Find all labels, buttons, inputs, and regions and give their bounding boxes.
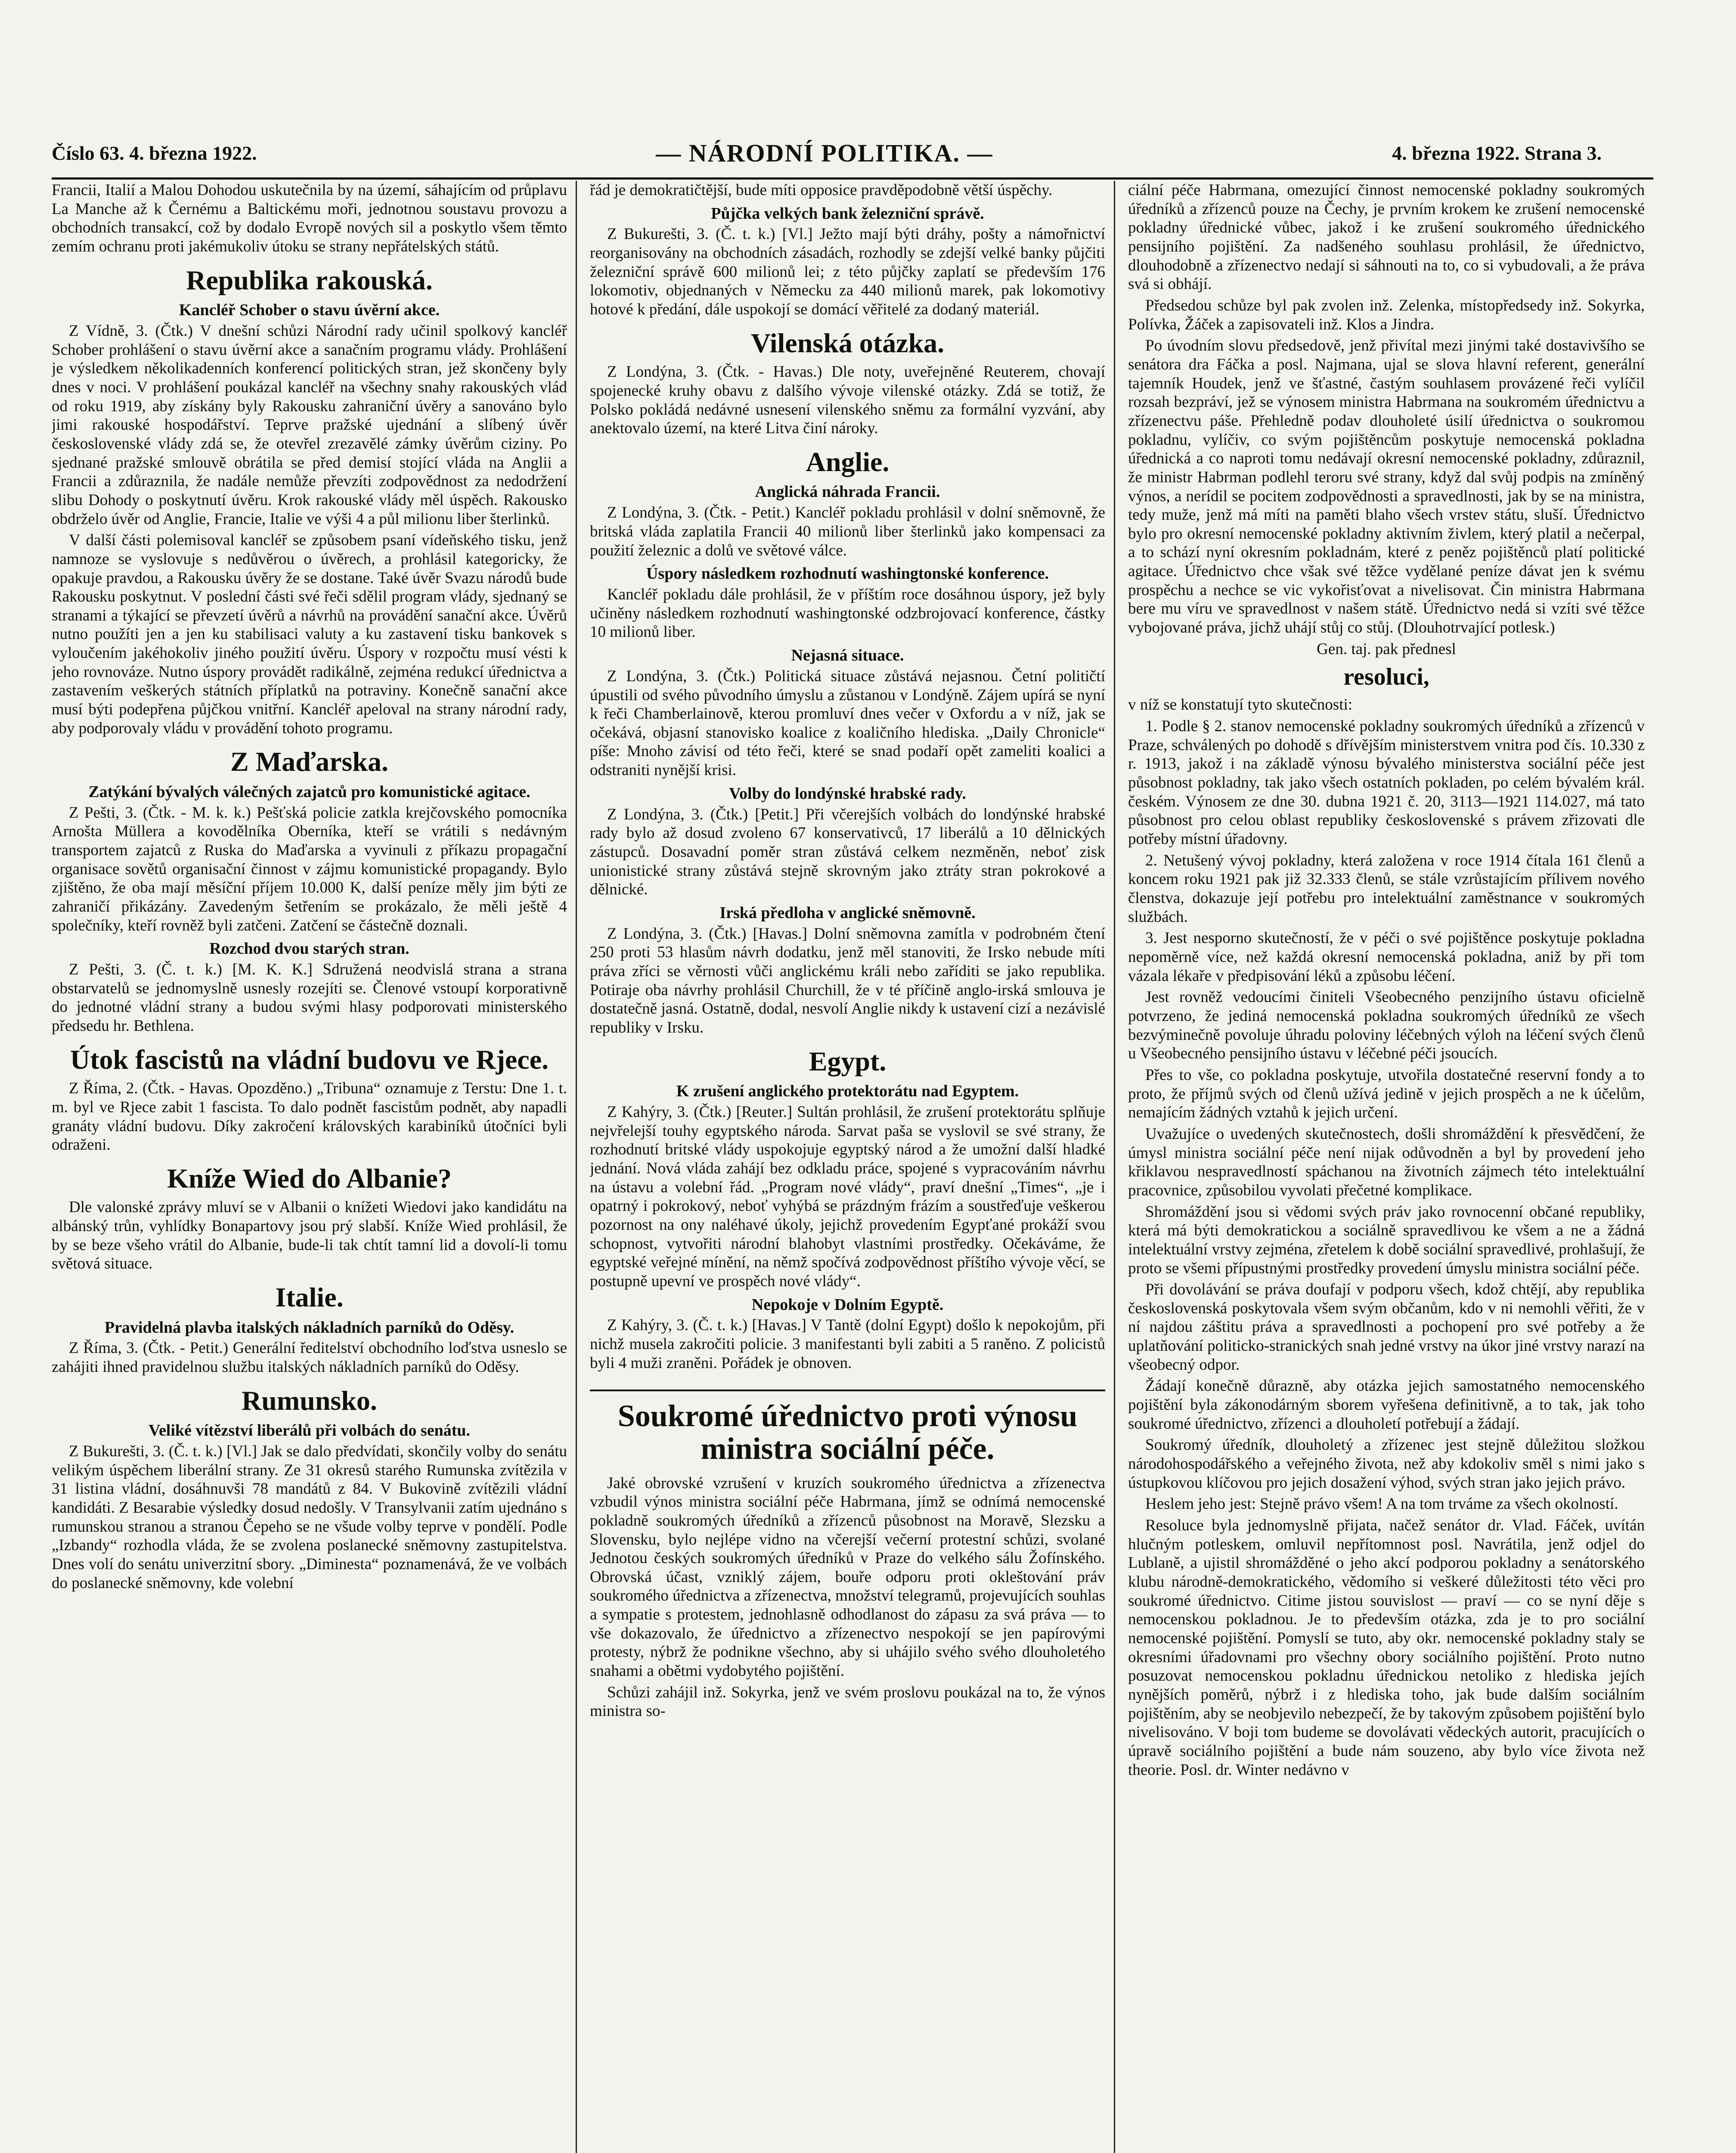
section-heading: Kníže Wied do Albanie?: [167, 1163, 452, 1194]
article-text: Dle valonské zprávy mluví se v Albanii o knížeti Wiedovi jako kandidátu na albánský trůn, vyhlídky Bonapartovy jsou prý slabší. Kníže Wied prohlásil, že by se beze všeho vrátil do Albanie, bude-li tak chtít tamní lid a dovolí-li tomu světová situace.: [52, 1198, 567, 1273]
masthead-title: — NÁRODNÍ POLITIKA. —: [656, 139, 993, 167]
section-heading: Rumunsko.: [242, 1385, 377, 1416]
resolution-heading: resoluci,: [1343, 664, 1429, 691]
page-number-right: 4. března 1922. Strana 3.: [1392, 142, 1602, 164]
article-text: Z Londýna, 3. (Čtk.) Politická situace zůstává nejasnou. Četní političtí úpustili od svého původního úmyslu a zůstanou v Londýně. Zájem upírá se nyní k řeči Chamberlainově, kterou promluví dnes večer v Oxfordu a v níž, jak se očekává, objasní stanovisko koalice z koaličního hlediska. „Daily Chronicle“ píše: Mnoho závisí od této řeči, které se snad podaří opět zameliti koalici a odstraniti nynější krisi.: [590, 667, 1105, 779]
article-text: 2. Netušený vývoj pokladny, která založena v roce 1914 čítala 161 členů a koncem roku 1921 pak již 32.333 členů, se stále vzrůstajícím přílivem nového členstva, dokazuje její potřebu pro intelektuální zaměstnance v soukromých službách.: [1128, 851, 1645, 926]
article-text: Z Bukurešti, 3. (Č. t. k.) [Vl.] Ježto mají býti dráhy, pošty a námořnictví reorganisovány na obchodních zásadách, rozhodly se zdejší velké banky půjčiti železniční správě 600 milionů lei; z této půjčky zaplatí se především 176 lokomotiv, objednaných v Německu za 440 milionů marek, pak lokomotivy hotové k předání, dále uspokojí se domácí věřitelé za dodaný materiál.: [590, 225, 1105, 319]
section-heading: Republika rakouská.: [186, 264, 433, 295]
article-heading: Zatýkání bývalých válečných zajatců pro komunistické agitace.: [88, 782, 530, 801]
section-heading: Vilenská otázka.: [750, 327, 945, 358]
article-text: Francii, Italií a Malou Dohodou uskutečnila by na území, sáhajícím od průplavu La Manche až k Černému a Baltickému moři, jednotnou soustavu provozu a obchodních transakcí, což by dodalo Evropě nových sil a poskytlo všem těmto zemím ochranu proti jakémukoliv útoku se strany nepřátelských států.: [52, 181, 567, 255]
article-text: V další části polemisoval kancléř se způsobem psaní vídeňského tisku, jenž namnoze se vyslovuje s nedůvěrou o úvěrech, a prohlásil kategoricky, že opakuje pravdou, a Rakousku úvěry že se dostane. Také úvěr Svazu národů bude Rakousku poskytnut. V poslední části své řeči sdělil program vlády, sjednaný se stranami a týkající se převzetí úvěrů a návrhů na provádění sanační akce. Úvěrů nutno použíti jen a jen ku stabilisaci valuty a ku zastavení tisku bankovek s vyloučením jakéhokoliv jiného použití úvěru. Úspory v rozpočtu musí vésti k jeho rovnováze. Nutno úspory provádět radikálně, zejména redukcí úřednictva a zastavením veškerých státních příplatků na potraviny. Konečně sanační akce musí býti podepřena půjčkou vnitřní. Kancléř apeloval na strany národní rady, aby podporovaly vládu v provádění tohoto programu.: [52, 531, 567, 737]
section-heading: Z Maďarska.: [230, 746, 388, 777]
article-heading: Irská předloha v anglické sněmovně.: [719, 903, 976, 922]
article-text: Schůzi zahájil inž. Sokyrka, jenž ve svém proslovu poukázal na to, že výnos ministra so-: [590, 1683, 1105, 1720]
article-text: Z Londýna, 3. (Čtk.) [Havas.] Dolní sněmovna zamítla v podrobném čtení 250 proti 53 hlasům návrh dodatku, jenž měl stanoviti, že Irsko nebude míti práva zříci se věrnosti vůči anglickému králi nebo zaříditi se jako republika. Potiraje oba návrhy prohlásil Churchill, že v té příčině anglo-irská smlouva je dostatečně jasná. Ostatně, dodal, nesvolí Anglie nikdy k ustavení cizí a nezávislé republiky v Irsku.: [590, 924, 1105, 1036]
article-text: Jest rovněž vedoucími činiteli Všeobecného penzijního ústavu oficielně potvrzeno, že jediná nemocenská pokladna soukromých úředníků ze všech bezvýminečně povoluje úhradu poloviny léčebných výloh na léčení svých členů u Všeobecného pensijního ústavu v léčebné péči jsoucích.: [1128, 988, 1645, 1063]
article-text: Z Londýna, 3. (Čtk.) [Petit.] Při včerejších volbách do londýnské hrabské rady bylo až dosud zvoleno 67 konservativců, 17 liberálů a 10 dělnických zástupců. Dosavadní poměr stran zůstává celkem nezměněn, neboť zisk unionistické strany zůstává stejně skrovným jako ztráty stran pokrokové a dělnické.: [590, 805, 1105, 899]
article-text: Resoluce byla jednomyslně přijata, načež senátor dr. Vlad. Fáček, uvítán hlučným potleskem, omluvil nepřítomnost posl. Navrátila, jenž odjel do Lublaně, a ujistil shromážděné o jeho akcí podporou pokladny a senátorského klubu národně-demokratického, vědomího si veškeré důležitosti této věci pro soukromé úřednictvo. Citime jistou souvislost — praví — co se nyní děje s nemocenskou pokladnou. Je to především otázka, zda je to pro sociální nemocenské pojištění. Pomyslí se tuto, aby okr. nemocenské pokladny staly se okresními úřadovnami pro všechny obory sociálního pojištění. Proto nutno posuzovat nemocenskou pokladnu úřednickou netoliko z hlediska jejích nynějších poměrů, nýbrž i z hlediska toho, jak bude dalším sociálním pojištěním, aby se neobjevilo nebezpečí, že by takovým způsobem pojištění bylo nivelisováno. V boji tom budeme se dovolávati vědeckých autorit, pracujících o úpravě sociálního pojištění a bude nám souzeno, aby bylo více života než theorie. Posl. dr. Winter nedávno v: [1128, 1517, 1645, 1779]
article-text: Z Říma, 2. (Čtk. - Havas. Opozděno.) „Tribuna“ oznamuje z Terstu: Dne 1. t. m. byl ve Rjece zabit 1 fascista. To dalo podnět fascistům podnět, aby napadli granáty vládní budovu. Díky zakročení královských karabiníků útočníci byli odraženi.: [52, 1080, 567, 1154]
article-text: Z Kahýry, 3. (Č. t. k.) [Havas.] V Tantě (dolní Egypt) došlo k nepokojům, při nichž musela zakročiti policie. 3 manifestanti byli zabiti a 5 raněno. Z policistů byli 4 muži zraněni. Pořádek je obnoven.: [590, 1316, 1105, 1372]
column-2: [590, 181, 1115, 2153]
article-heading: Rozchod dvou starých stran.: [209, 940, 409, 958]
header-rule: [52, 177, 1653, 180]
column-1: [52, 181, 577, 2153]
page-header: [52, 129, 1602, 177]
article-text: Kancléř pokladu dále prohlásil, že v příštím roce dosáhnou úspory, jež byly učiněny následkem rozhodnutí washingtonské odzbrojovací konference, částky 10 milionů liber.: [590, 586, 1105, 641]
section-heading: Útok fascistů na vládní budovu ve Rjece.: [70, 1044, 549, 1075]
article-text: Při dovolávání se práva doufají v podporu všech, kdož chtějí, aby republika československá poskytovala všem svým občanům, kdo v ni nemohli věřiti, že v ní najdou záštitu práva a spravedlnosti a pochopení pro své potřeby a že uplatňování politicko-stranických snah jedné vrstvy na úkor jiné vrstvy narazí na všeobecný odpor.: [1128, 1281, 1645, 1374]
section-heading: Anglie.: [806, 446, 890, 477]
article-heading: Nejasná situace.: [791, 646, 904, 665]
article-heading: Kancléř Schober o stavu úvěrní akce.: [179, 301, 440, 320]
section-heading: Egypt.: [809, 1045, 887, 1076]
article-text: Jaké obrovské vzrušení v kruzích soukromého úřednictva a zřízenectva vzbudil výnos ministra sociální péče Habrmana, jímž se odnímá nemocenské pokladně soukromých úředníků a zřízenců působnost na Moravě, Slezsku a Slovensku, bylo nejlépe vidno na včerejší večerní protestní schůzi, svolané Jednotou českých soukromých úředníků v Praze do velkého sálu Žofínského. Obrovská účast, vzniklý zájem, bouře odporu proti okleštování práv soukromého úřednictva a zřízenectva, množství telegramů, projevujících souhlas a sympatie s protestem, jednohlasně odhodlanost do zápasu za svá práva — to vše dokazovalo, že úřednictvo a zřízenectvo nespokojí se jen papírovými protesty, nýbrž že podnikne všechno, aby si uhájilo svého svého dlouholetého snahami a obětmi vydobytého pojištění.: [590, 1474, 1105, 1680]
article-text: Předsedou schůze byl pak zvolen inž. Zelenka, místopředsedy inž. Sokyrka, Polívka, Žáček a zapisovateli inž. Klos a Jindra.: [1128, 296, 1645, 333]
article-text: Z Bukurešti, 3. (Č. t. k.) [Vl.] Jak se dalo předvídati, skončily volby do senátu velikým úspěchem liberální strany. Ze 31 okresů starého Rumunska zvítězila v 31 listina vládní, dosáhnuvši 78 mandátů z 84. V Bukovině zvítězili vládní kandidáti. Z Besarabie výsledky dosud nedošly. V Transylvanii zatím ujednáno s rumunskou stranou a stranou Čepeho se ne všude volby teprve v pondělí. Podle „Izbandy“ rozhodla vláda, že se zvolena poslanecké sněmovny zastupitelstva. Dnes volí do senátu univerzitní sbory. „Diminesta“ poznamenává, že ve volbách do poslanecké sněmovny, kde volební: [52, 1443, 567, 1592]
article-text: řád je demokratičtější, bude míti opposice pravděpodobně větší úspěchy.: [590, 181, 1053, 199]
article-text: Z Kahýry, 3. (Čtk.) [Reuter.] Sultán prohlásil, že zrušení protektorátu splňuje nejvřelejší touhy egyptského národa. Sarvat paša se vyslovil se své strany, že rozhodnutí britské vlády uspokojuje egyptský národ a že umožní další hladké jednání. Nová vláda zahájí bez odkladu práce, spojené s vypracováním návrhu na ústavu a volební řád. „Program nové vlády“, praví dnešní „Times“, „je i opatrný i pokrokový, neboť vyhýbá se prázdným frázím a soustřeďuje veškerou pozornost na ony naléhavé úkoly, jejichž provedením Egypťané prokáží svou schopnost, vytvořiti národní blahobyt vlastními prostředky. Očekáváme, že egyptské veřejné mínění, na němž spočívá zodpovědnost příštího vývoje věcí, se postupně upevní ve prospěch nové vlády“.: [590, 1103, 1105, 1290]
article-heading: Veliké vítězství liberálů při volbách do senátu.: [148, 1421, 470, 1440]
article-text: 3. Jest nesporno skutečností, že v péči o své pojištěnce poskytuje pokladna nepoměrně více, než každá okresní nemocenská pokladna, aniž by při tom vázala lékaře v předpisování léků a způsobu léčení.: [1128, 929, 1645, 985]
article-text: Z Pešti, 3. (Č. t. k.) [M. K. K.] Sdružená neodvislá strana a strana obstarvatelů se jednomyslně usnesly rozejíti se. Členové vstoupí korporativně do jednotné vládní strany a budou svými hlasy podporovati ministerského předsedu hr. Bethlena.: [52, 961, 567, 1035]
article-heading: K zrušení anglického protektorátu nad Egyptem.: [676, 1082, 1019, 1101]
issue-date-left: Číslo 63. 4. března 1922.: [52, 142, 257, 164]
article-text: Po úvodním slovu předsedově, jenž přivítal mezi jinými také dostavivšího se senátora dra Fáčka a posl. Najmana, ujal se slova hlavní referent, generální tajemník Houdek, jenž ve šťastné, častým souhlasem provázené řeči vylíčil rozsah bezpráví, jež se výnosem ministra Habrmana na soukromém úřednictvu a zřízenectvu páše. Přehledně podav dlouholeté úsilí úřednictva o soukromou pokladnu, vylíčiv, co svým pojištěncům poskytuje nemocenská pokladna úřednická a co naproti tomu nedávají okresní nemocenské pokladny, zdůraznil, že ministr Habrman podlehl teroru své strany, když dal svůj podpis na zmíněný výnos, a nerídil se pocitem zodpovědnosti a spravedlnosti, jak by se na ministra, tedy muže, jenž má míti na paměti blaho všech vrstev státu, sluší. Úřednictvo bylo pro okresní nemocenské pokladny aktivním živlem, který platil a nečerpal, a to schází nyní okresním pokladnám, které z peněz pojištěnců platí politické agitace. Úřednictvo chce však své těžce vydělané peníze dávat jen k svému prospěchu a nechce se vic vykořisťovat a nivelisovat. Čin ministra Habrmana bere mu víru ve spravedlnost v našem státě. Úřednictvo nedá si vzíti své těžce vybojované práva, jichž uhájí stůj co stůj. (Dlouhotrvající potlesk.): [1128, 337, 1645, 637]
article-heading: Úspory následkem rozhodnutí washingtonské konference.: [646, 565, 1049, 583]
article-text: Heslem jeho jest: Stejně právo všem! A na tom trváme za všech okolností.: [1145, 1495, 1618, 1513]
article-text: Shromáždění jsou si vědomi svých práv jako rovnocenní občané republiky, která má býti demokratickou a sociálně spravedlivou ke všem a ne a žádná intelektuální vrstvy zejména, zřetelem k době sociální spravedlivé, prohlašují, že proto se všemi přípustnými prostředky provedení úmyslu ministra sociální péče.: [1128, 1203, 1645, 1277]
article-text: Z Londýna, 3. (Čtk. - Havas.) Dle noty, uveřejněné Reuterem, chovají spojenecké kruhy obavu z dalšího vývoje vilenské otázky. Zdá se totiž, že Polsko pokládá nedávné usnesení vilenského sněmu za formální vyzvání, aby anektovalo území, na které Litva činí nároky.: [590, 363, 1105, 437]
article-text: Z Říma, 3. (Čtk. - Petit.) Generální ředitelství obchodního loďstva usneslo se zahájiti ihned pravidelnou službu italských nákladních parníků do Oděsy.: [52, 1339, 567, 1376]
columns: [52, 181, 1653, 2153]
article-heading: Půjčka velkých bank železniční správě.: [711, 204, 984, 223]
main-article-headline: Soukromé úřednictvo proti výnosu ministra sociální péče.: [590, 1390, 1105, 1465]
article-heading: Pravidelná plavba italských nákladních parníků do Oděsy.: [104, 1318, 515, 1337]
article-heading: Nepokoje v Dolním Egyptě.: [751, 1295, 944, 1314]
article-text: Žádají konečně důrazně, aby otázka jejich samostatného nemocenského pojištění byla zákonodárným sborem vyřešena definitivně, a to tak, jak toho soukromé úřednictvo, zřízenci a dlouholetí potřebují a žádají.: [1128, 1377, 1645, 1433]
column-3: [1128, 181, 1653, 2153]
article-text: Uvažujíce o uvedených skutečnostech, došli shromáždění k přesvědčení, že úmysl ministra sociální péče není nijak odůvodněn a byl by provedení jeho křiklavou nespravedlností spáchanou na životních zájmech této intelektuální pracovnice, způsobilou vyvolati přečetné komplikace.: [1128, 1125, 1645, 1199]
article-text: Z Pešti, 3. (Čtk. - M. k. k.) Pešťská policie zatkla krejčovského pomocníka Arnošta Müllera a kovodělníka Oberníka, kteří se vrátili s nedávným transportem zajatců z Ruska do Maďarska a vyvinuli z příkazu propagační organisace sovětů organisační činnost v zájmu komunistické propagandy. Bylo zjištěno, že oba mají měsíční příjem 10.000 K, další peníze měly jim býti ze zahraničí přikázány. Zavedeným šetřením se prokázalo, že měli ještě 4 společníky, kteří rovněž byli zatčeni. Zatčení se částečně doznali.: [52, 803, 567, 934]
article-heading: Anglická náhrada Francii.: [755, 483, 940, 501]
article-text: ciální péče Habrmana, omezující činnost nemocenské pokladny soukromých úředníků a zřízenců pouze na Čechy, je prvním krokem ke zrušení nemocenské pokladny úřednické vůbec, jakož i ke zrušení soukromého úřednického pensijního pojištění. Za nadšeného souhlasu prohlásil, že úřednictvo, dlouhodobně a zřízenectvo nedají si sáhnouti na to, co si vybudovali, a že práva svá si obhájí.: [1128, 181, 1645, 293]
article-text: Gen. taj. pak přednesl: [1317, 640, 1456, 658]
article-text: Z Vídně, 3. (Čtk.) V dnešní schůzi Národní rady učinil spolkový kancléř Schober prohlášení o stavu úvěrní akce a sanačním programu vlády. Prohlášení je výsledkem několikadenních konferencí politických stran, jež skončeny byly dnes v noci. V prohlášení poukázal kancléř na všechny snahy rakouských vlád od roku 1919, aby získány byly Rakousku zahraniční úvěry a sanováno bylo jimi rakouské hospodářství. Teprve pražské ujednání a slíbený úvěr československé vlády zdá se, že otevřel zrezavělé zámky úvěrům ciziny. Po sjednané pražské smlouvě obrátila se před demisí stojící vláda na Anglii a Francii a zdůraznila, že nadále nemůže převzíti zodpovědnost za nedodržení slibu Dohody o poskytnutí úvěru. Krok rakouské vlády měl úspěch. Rakousko obdrželo úvěr od Anglie, Francie, Italie ve výši 4 a půl milionu liber šterlinků.: [52, 322, 567, 528]
article-text: Z Londýna, 3. (Čtk. - Petit.) Kancléř pokladu prohlásil v dolní sněmovně, že britská vláda zaplatila Francii 40 milionů liber šterlinků jako kompensaci za použití železnic a dolů ve světové válce.: [590, 504, 1105, 559]
article-text: 1. Podle § 2. stanov nemocenské pokladny soukromých úředníků a zřízenců v Praze, schválených po dohodě s dřívějším ministerstvem vnitra pod čís. 10.330 z r. 1913, jakož i na základě výnosu bývalého ministerstva sociální péče jest působnost pokladny, tak jako všech ostatních pokladen, po celém bývalém král. českém. Výnosem ze dne 30. dubna 1921 č. 20, 3113—1921 114.027, má tato působnost pro celou oblast republiky československé s právem zřizovati dle potřeby místní úřadovny.: [1128, 717, 1645, 848]
article-text: Soukromý úředník, dlouholetý a zřízenec jest stejně důležitou složkou národohospodářského a veřejného života, než aby kdokoliv směl s nimi jako s ústupkovou klíčovou pro jejich dosažení výhod, svých stran jako jejich právo.: [1128, 1436, 1645, 1492]
section-heading: Italie.: [275, 1282, 344, 1313]
article-heading: Volby do londýnské hrabské rady.: [729, 784, 966, 803]
article-text: v níž se konstatují tyto skutečnosti:: [1128, 696, 1353, 714]
article-text: Přes to vše, co pokladna poskytuje, utvořila dostatečné reservní fondy a to proto, že příjmů svých od členů užívá jedině v jejich prospěch a ne k účelům, nemajícím žádných vztahů k jejich určení.: [1128, 1066, 1645, 1122]
